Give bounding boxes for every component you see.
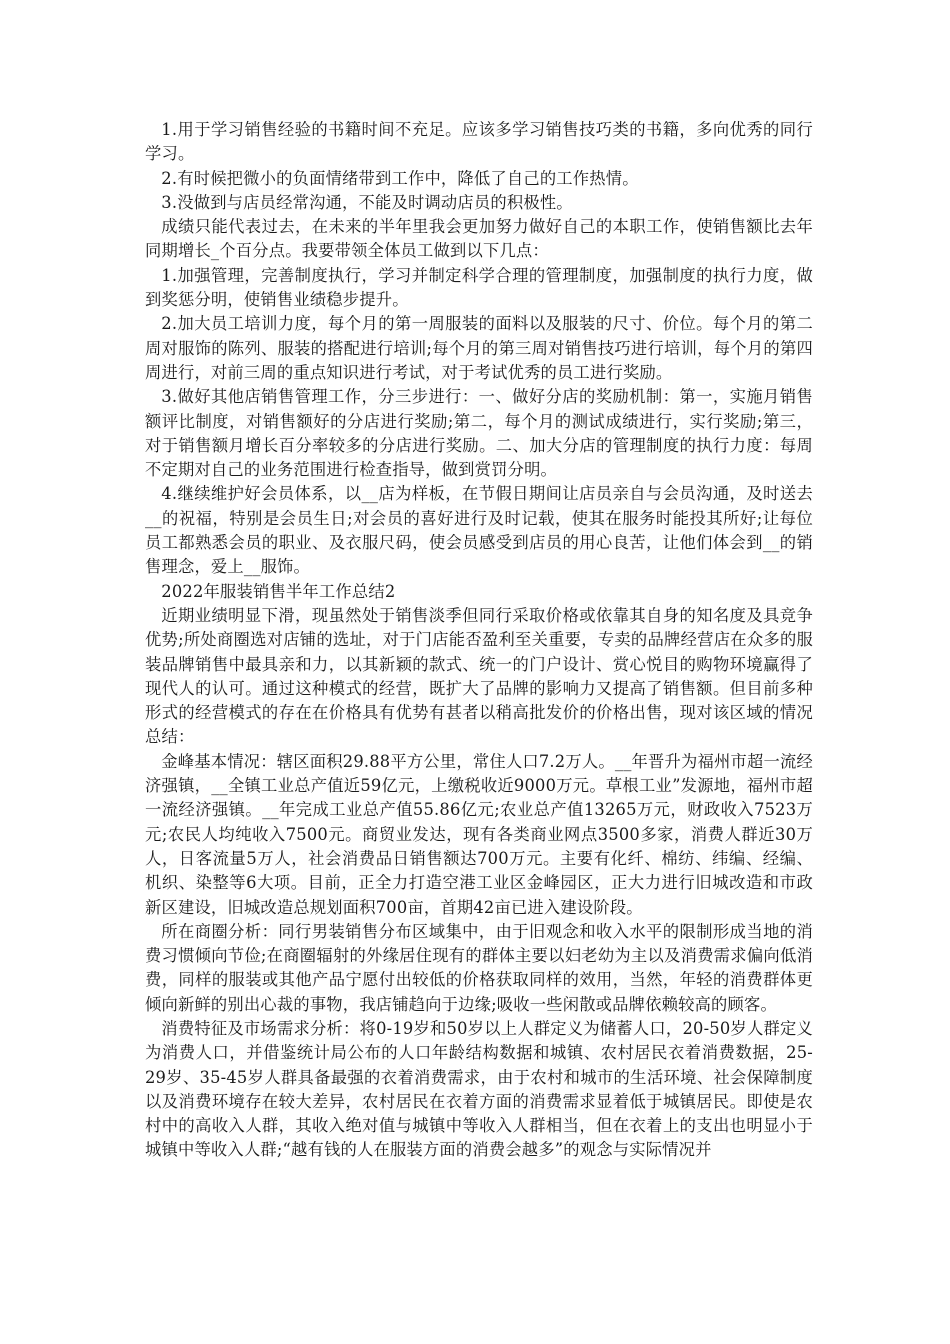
section-heading: 2022年服装销售半年工作总结2	[161, 581, 396, 601]
paragraph-plan-4: 4.继续维护好会员体系，以__店为样板，在节假日期间让店员亲自与会员沟通，及时送去__的祝福，特别是会员生日;对会员的喜好进行及时记载，使其在服务时能投其所好;让每位员工都熟悉会员的职业、及衣服尺码，使会员感受到店员的用心良苦，让他们体会到__的销售理念，爱上__服饰。	[145, 484, 813, 577]
paragraph-improve-3: 3.没做到与店员经常沟通，不能及时调动店员的积极性。	[161, 192, 573, 212]
paragraph-overview: 近期业绩明显下滑，现虽然处于销售淡季但同行采取价格或依靠其自身的知名度及具竞争优势;所处商圈选对店铺的选址，对于门店能否盈利至关重要，专卖的品牌经营店在众多的服装品牌销售中最具亲和力，以其新颖的款式、统一的门户设计、赏心悦目的购物环境赢得了现代人的认可。通过这种模式的经营，既扩大了品牌的影响力又提高了销售额。但目前多种形式的经营模式的存在在价格具有优势有甚者以稍高批发价的价格出售，现对该区域的情况总结：	[145, 605, 813, 747]
paragraph-improve-1: 1.用于学习销售经验的书籍时间不充足。应该多学习销售技巧类的书籍，多向优秀的同行学习。	[145, 120, 813, 164]
paragraph-trade-area-analysis: 所在商圈分析：同行男装销售分布区域集中，由于旧观念和收入水平的限制形成当地的消费习惯倾向节俭;在商圈辐射的外缘居住现有的群体主要以妇老幼为主以及消费需求偏向低消费，同样的服装或其他产品宁愿付出较低的价格获取同样的效用，当然，年轻的消费群体更倾向新鲜的别出心裁的事物，我店铺趋向于边缘;吸收一些闲散或品牌依赖较高的顾客。	[145, 921, 813, 1014]
paragraph-plan-2: 2.加大员工培训力度，每个月的第一周服装的面料以及服装的尺寸、价位。每个月的第二周对服饰的陈列、服装的搭配进行培训;每个月的第三周对销售技巧进行培训，每个月的第四周进行，对前三周的重点知识进行考试，对于考试优秀的员工进行奖励。	[145, 314, 813, 382]
paragraph-plan-1: 1.加强管理，完善制度执行，学习并制定科学合理的管理制度，加强制度的执行力度，做到奖惩分明，使销售业绩稳步提升。	[145, 265, 813, 310]
paragraph-improve-2: 2.有时候把微小的负面情绪带到工作中，降低了自己的工作热情。	[161, 168, 639, 188]
paragraph-consumer-analysis: 消费特征及市场需求分析：将0-19岁和50岁以上人群定义为储蓄人口，20-50岁人群定义为消费人口，并借鉴统计局公布的人口年龄结构数据和城镇、农村居民衣着消费数据，25-29岁、35-45岁人群具备最强的衣着消费需求，由于农村和城市的生活环境、社会保障制度以及消费环境存在较大差异，农村居民在衣着方面的消费需求显着低于城镇居民。即使是农村中的高收入人群，其收入绝对值与城镇中等收入人群相当，但在衣着上的支出也明显小于城镇中等收入人群;“越有钱的人在服装方面的消费会越多”的观念与实际情况并	[145, 1018, 813, 1160]
paragraph-plan-3: 3.做好其他店销售管理工作，分三步进行：一、做好分店的奖励机制：第一，实施月销售额评比制度，对销售额好的分店进行奖励;第二，每个月的测试成绩进行，实行奖励;第三，对于销售额月增长百分率较多的分店进行奖励。二、加大分店的管理制度的执行力度：每周不定期对自己的业务范围进行检查指导，做到赏罚分明。	[145, 387, 813, 480]
paragraph-outlook: 成绩只能代表过去，在未来的半年里我会更加努力做好自己的本职工作，使销售额比去年同期增长_个百分点。我要带领全体员工做到以下几点：	[145, 217, 813, 261]
paragraph-jinfeng-basics: 金峰基本情况：辖区面积29.88平方公里，常住人口7.2万人。__年晋升为福州市超一流经济强镇，__全镇工业总产值近59亿元，上缴税收近9000万元。草根工业”发源地，福州市超一流经济强镇。__年完成工业总产值55.86亿元;农业总产值13265万元，财政收入7523万元;农民人均纯收入7500元。商贸业发达，现有各类商业网点3500多家，消费人群近30万人，日客流量5万人，社会消费品日销售额达700万元。主要有化纤、棉纺、纬编、经编、机织、染整等6大项。目前，正全力打造空港工业区金峰园区，正大力进行旧城改造和市政新区建设，旧城改造总规划面积700亩，首期42亩已进入建设阶段。	[145, 751, 813, 917]
document-body	[145, 118, 813, 1163]
